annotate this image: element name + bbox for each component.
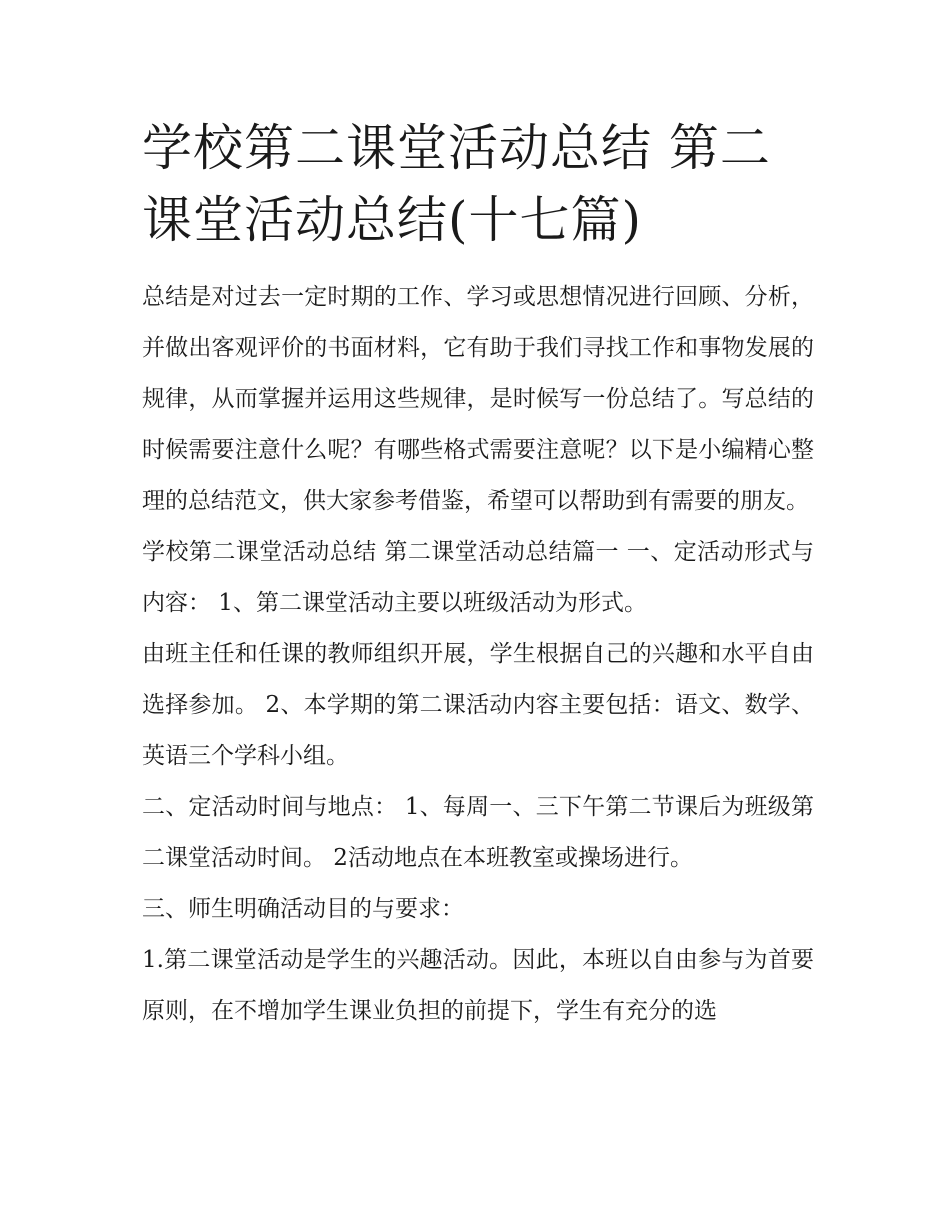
- paragraph-intro: 总结是对过去一定时期的工作、学习或思想情况进行回顾、分析，并做出客观评价的书面材料，它有助于我们寻找工作和事物发展的规律，从而掌握并运用这些规律，是时候写一份总结了。写总结的时候需要注意什么呢？有哪些格式需要注意呢？以下是小编精心整理的总结范文，供大家参考借鉴，希望可以帮助到有需要的朋友。: [142, 284, 814, 514]
- document-page: [142, 112, 814, 1037]
- paragraph-goal-one: 1.第二课堂活动是学生的兴趣活动。因此，本班以自由参与为首要原则，在不增加学生课业负担的前提下，学生有充分的选: [142, 947, 814, 1024]
- paragraph-goals-heading: 三、师生明确活动目的与要求：: [142, 896, 464, 922]
- paragraph-organization: 由班主任和任课的教师组织开展，学生根据自己的兴趣和水平自由选择参加。 2、本学期的第二课活动内容主要包括：语文、数学、英语三个学科小组。: [142, 641, 814, 769]
- paragraph-section-one: 学校第二课堂活动总结 第二课堂活动总结篇一 一、定活动形式与内容： 1、第二课堂活动主要以班级活动为形式。: [142, 539, 814, 616]
- document-title: 学校第二课堂活动总结 第二课堂活动总结(十七篇): [142, 119, 771, 249]
- paragraph-time-location: 二、定活动时间与地点： 1、每周一、三下午第二节课后为班级第二课堂活动时间。 2活动地点在本班教室或操场进行。: [142, 794, 814, 871]
